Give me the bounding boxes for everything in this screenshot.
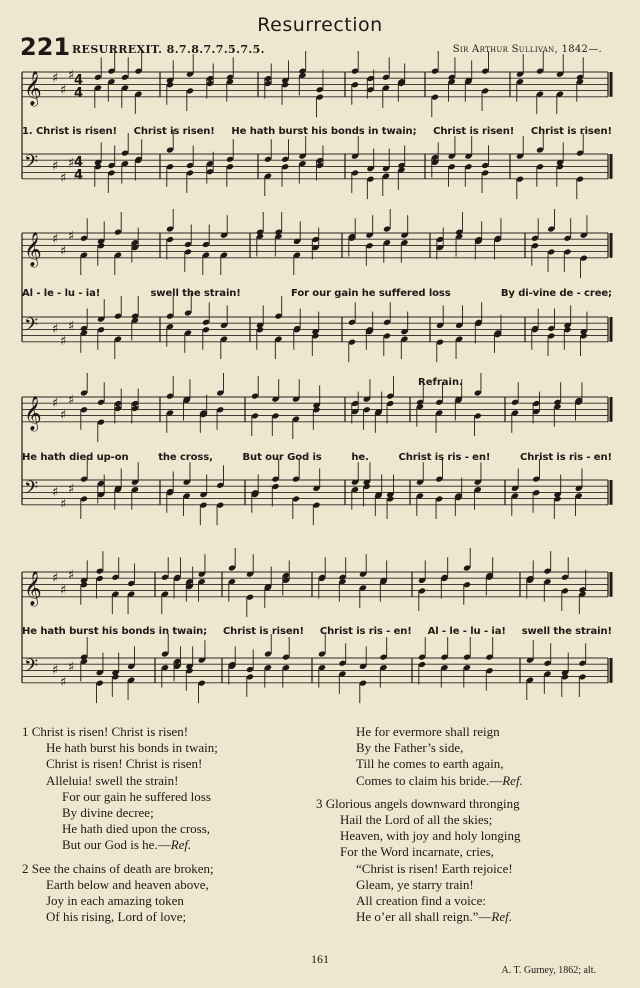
verses-left-column bbox=[22, 724, 322, 925]
sharp-icon: ♯ bbox=[52, 159, 59, 174]
verse-line: Comes to claim his bride.—Ref. bbox=[356, 772, 523, 788]
verse-line: For the Word incarnate, cries, bbox=[340, 844, 494, 860]
verse-line: All creation find a voice: bbox=[356, 893, 486, 909]
sharp-icon: ♯ bbox=[68, 482, 75, 497]
verse-line: Earth below and heaven above, bbox=[46, 876, 209, 892]
lyric-fragment: He hath burst his bonds in twain; bbox=[22, 626, 208, 637]
verse-line: Till he comes to earth again, bbox=[356, 756, 504, 772]
time-signature-bottom: 4 bbox=[74, 86, 84, 101]
sharp-icon: ♯ bbox=[68, 568, 75, 583]
lyric-line-4 bbox=[22, 626, 612, 637]
verse-line: 3 Glorious angels downward thronging bbox=[316, 795, 520, 811]
lyric-line-1 bbox=[22, 126, 612, 137]
sharp-icon: ♯ bbox=[60, 583, 67, 598]
sharp-icon: ♯ bbox=[52, 232, 59, 247]
refrain-marker: Ref. bbox=[502, 772, 523, 788]
sharp-icon: ♯ bbox=[68, 68, 75, 83]
verse-line: By the Father’s side, bbox=[356, 740, 464, 756]
lyric-fragment: Christ is ris - en! bbox=[398, 452, 491, 463]
verse-line: But our God is he.—Ref. bbox=[62, 837, 192, 853]
verse-line: Christ is risen! Christ is risen! bbox=[46, 756, 203, 772]
refrain-marker: Ref. bbox=[170, 837, 192, 853]
time-signature-top: 4 bbox=[74, 155, 84, 170]
tune-name-meter: RESURREXIT. 8.7.8.7.7.5.7.5. bbox=[72, 43, 265, 56]
verse-line: Gleam, ye starry train! bbox=[356, 876, 474, 892]
verse-line: By divine decree; bbox=[62, 805, 154, 821]
composer-credit: Sir Arthur Sullivan, 1842—. bbox=[452, 44, 602, 55]
verses-right-column bbox=[316, 724, 616, 925]
sharp-icon: ♯ bbox=[52, 571, 59, 586]
lyric-line-3 bbox=[22, 452, 612, 463]
lyric-fragment: Al - le - lu - ia! bbox=[22, 288, 101, 299]
bass-clef-icon: 𝄢 bbox=[24, 152, 39, 177]
treble-clef-icon: 𝄞 bbox=[24, 71, 42, 106]
bass-clef-icon: 𝄢 bbox=[24, 315, 39, 340]
sharp-icon: ♯ bbox=[68, 393, 75, 408]
verse-line: He o’er all shall reign.”—Ref. bbox=[356, 909, 512, 925]
treble-clef-icon: 𝄞 bbox=[24, 571, 42, 606]
lyric-fragment: swell the strain! bbox=[150, 288, 241, 299]
bass-clef-icon: 𝄢 bbox=[24, 656, 39, 681]
sharp-icon: ♯ bbox=[68, 319, 75, 334]
lyric-fragment: Christ is risen! bbox=[530, 126, 612, 137]
lyric-fragment: He hath burst his bonds in twain; bbox=[231, 126, 417, 137]
sharp-icon: ♯ bbox=[52, 322, 59, 337]
verse-line: Heaven, with joy and holy longing bbox=[340, 828, 521, 844]
sharp-icon: ♯ bbox=[68, 156, 75, 171]
sharp-icon: ♯ bbox=[68, 660, 75, 675]
lyric-fragment: He hath died up-on bbox=[22, 452, 129, 463]
refrain-label: Refrain. bbox=[418, 377, 463, 388]
time-signature-bottom: 4 bbox=[74, 168, 84, 183]
treble-clef-icon: 𝄞 bbox=[24, 232, 42, 267]
lyric-line-2 bbox=[22, 288, 612, 299]
verse-line: “Christ is risen! Earth rejoice! bbox=[356, 860, 513, 876]
lyric-fragment: the cross, bbox=[158, 452, 213, 463]
time-signature-top: 4 bbox=[74, 73, 84, 88]
verse-line: For our gain he suffered loss bbox=[62, 788, 211, 804]
verse-line: Joy in each amazing token bbox=[46, 893, 184, 909]
lyric-fragment: Christ is risen! bbox=[222, 626, 305, 637]
verse-line: 1 Christ is risen! Christ is risen! bbox=[22, 724, 189, 739]
sharp-icon: ♯ bbox=[52, 663, 59, 678]
sharp-icon: ♯ bbox=[68, 229, 75, 244]
sharp-icon: ♯ bbox=[60, 497, 67, 512]
hymn-number: 221 bbox=[20, 33, 71, 61]
sharp-icon: ♯ bbox=[60, 244, 67, 259]
refrain-marker: Ref. bbox=[491, 909, 512, 925]
hymn-title: Resurrection bbox=[257, 14, 383, 36]
lyric-fragment: swell the strain! bbox=[521, 626, 612, 637]
page-number: 161 bbox=[311, 952, 329, 966]
verse-line: He for evermore shall reign bbox=[356, 724, 500, 739]
sharp-icon: ♯ bbox=[52, 71, 59, 86]
lyric-fragment: By di-vine de - cree; bbox=[500, 288, 612, 299]
lyric-fragment: Christ is risen! bbox=[133, 126, 215, 137]
lyric-fragment: Christ is risen! bbox=[433, 126, 515, 137]
lyric-fragment: he. bbox=[351, 452, 369, 463]
treble-clef-icon: 𝄞 bbox=[24, 396, 42, 431]
sharp-icon: ♯ bbox=[52, 396, 59, 411]
text-attribution: A. T. Gurney, 1862; alt. bbox=[501, 965, 596, 976]
lyric-fragment: Christ is ris - en! bbox=[520, 452, 612, 463]
sharp-icon: ♯ bbox=[60, 83, 67, 98]
bass-clef-icon: 𝄢 bbox=[24, 478, 39, 503]
lyric-fragment: Al - le - lu - ia! bbox=[427, 626, 506, 637]
sharp-icon: ♯ bbox=[52, 485, 59, 500]
lyric-fragment: But our God is bbox=[242, 452, 322, 463]
verse-line: He hath died upon the cross, bbox=[62, 821, 211, 837]
lyric-fragment: For our gain he suffered loss bbox=[291, 288, 451, 299]
sharp-icon: ♯ bbox=[60, 171, 67, 186]
lyric-fragment: Christ is ris - en! bbox=[319, 626, 412, 637]
verse-line: Of his rising, Lord of love; bbox=[46, 909, 187, 925]
sharp-icon: ♯ bbox=[60, 334, 67, 349]
verse-line: Alleluia! swell the strain! bbox=[46, 772, 179, 788]
sharp-icon: ♯ bbox=[60, 408, 67, 423]
verse-line: Hail the Lord of all the skies; bbox=[340, 812, 493, 828]
sharp-icon: ♯ bbox=[60, 675, 67, 690]
lyric-fragment: 1. Christ is risen! bbox=[22, 126, 118, 137]
verse-line: He hath burst his bonds in twain; bbox=[46, 740, 218, 756]
verse-line: 2 See the chains of death are broken; bbox=[22, 860, 214, 876]
